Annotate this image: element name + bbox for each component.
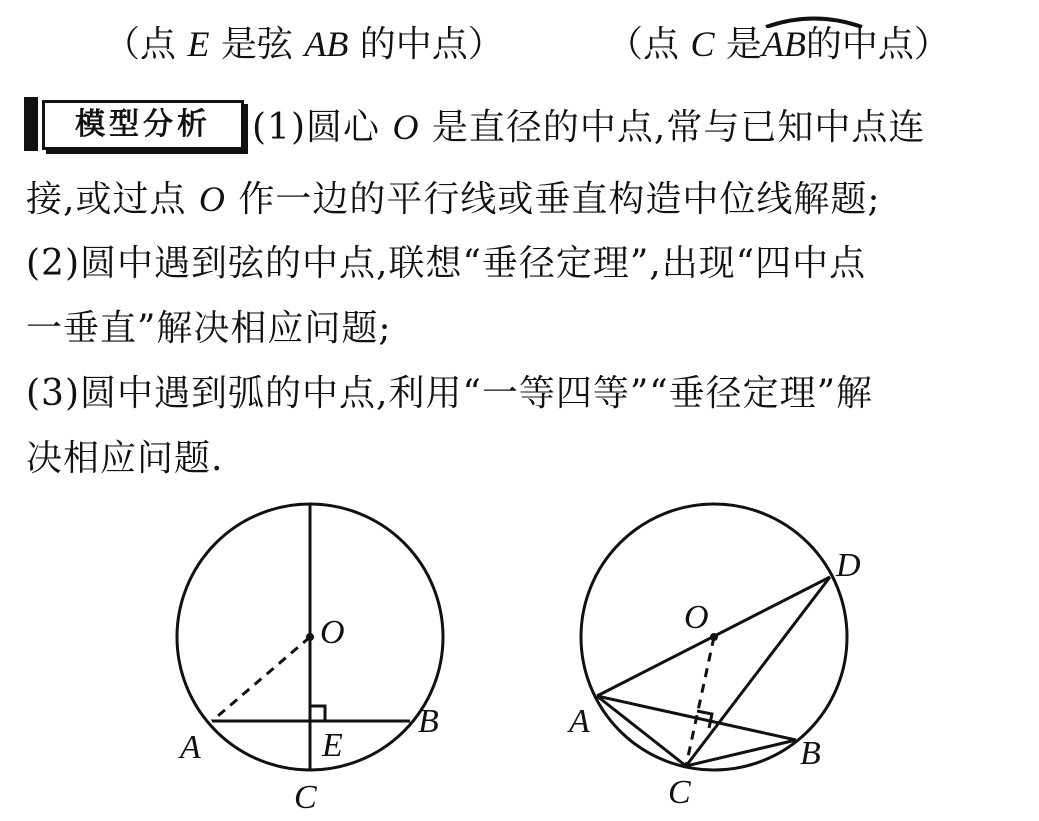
arc-notation: AB (762, 22, 806, 67)
label-e: E (322, 727, 343, 764)
label-c: C (294, 779, 317, 816)
label-d: D (836, 547, 861, 584)
paragraph-3-line-2: 决相应问题. (26, 438, 224, 479)
label-a: A (569, 703, 590, 740)
right-angle-mark (310, 706, 325, 721)
paragraph-1-line-1: (1)圆心 O 是直径的中点,常与已知中点连 (252, 107, 926, 148)
radius-oa-dashed (212, 637, 310, 721)
paragraph-2-line-1: (2)圆中遇到弦的中点,联想“垂径定理”,出现“四中点 (26, 243, 867, 284)
tag-marker-bar (24, 97, 38, 151)
section-tag (24, 97, 246, 151)
label-o: O (684, 599, 709, 636)
paragraph-2-line-2: 一垂直”解决相应问题; (26, 308, 392, 349)
label-o: O (320, 614, 345, 651)
figure-left-svg (160, 500, 480, 821)
tag-label: 模型分析 (42, 100, 244, 150)
figure-arc-midpoint (560, 500, 890, 821)
label-b: B (418, 703, 439, 740)
label-b: B (800, 735, 821, 772)
arc-symbol (764, 16, 864, 28)
paragraph-1-line-2: 接,或过点 O 作一边的平行线或垂直构造中位线解题; (26, 179, 881, 220)
figure-right-svg (560, 500, 890, 821)
label-c: C (668, 774, 691, 811)
caption-chord-midpoint: （点 E 是弦 AB 的中点） (104, 24, 504, 65)
label-a: A (180, 729, 201, 766)
paragraph-3-line-1: (3)圆中遇到弧的中点,利用“一等四等”“垂径定理”解 (26, 373, 874, 414)
caption-arc-midpoint: （点 C 是 AB的中点） (607, 22, 950, 67)
figure-chord-midpoint (160, 500, 480, 821)
center-dot (306, 633, 314, 641)
center-dot (710, 633, 718, 641)
